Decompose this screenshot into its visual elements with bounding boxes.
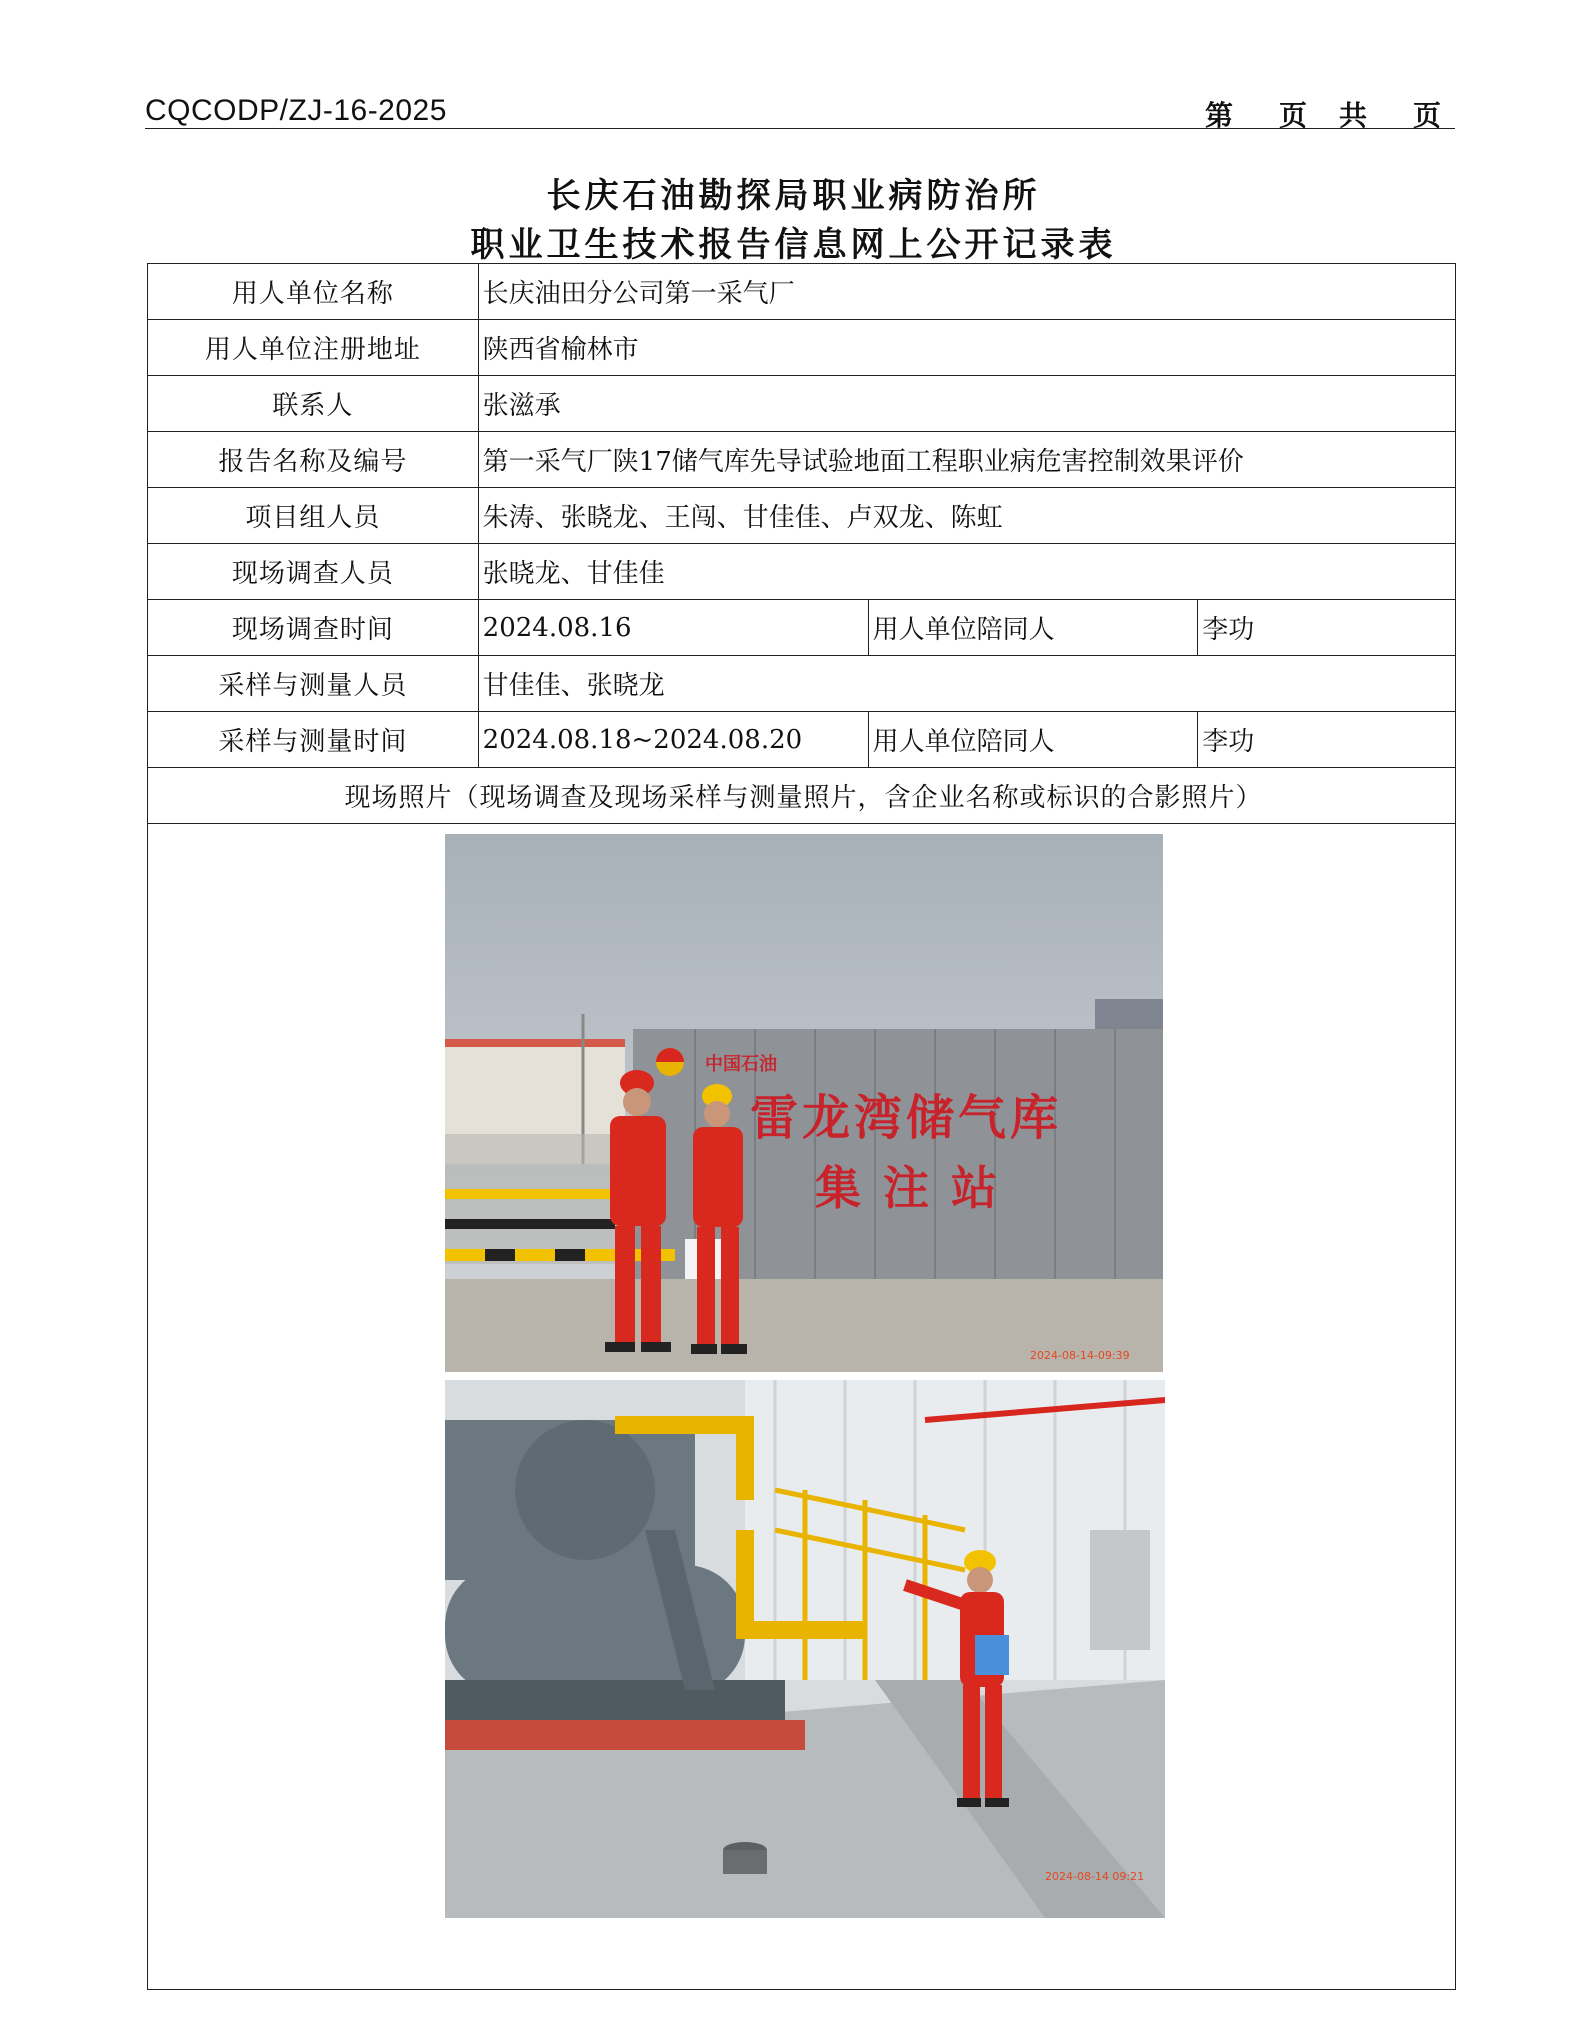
- photo-timestamp-2: 2024-08-14 09:21: [1045, 1870, 1145, 1883]
- photos-caption: 现场照片（现场调查及现场采样与测量照片，含企业名称或标识的合影照片）: [148, 768, 1456, 824]
- sampling-staff-value: 甘佳佳、张晓龙: [478, 656, 1455, 712]
- employer-name-label: 用人单位名称: [148, 264, 479, 320]
- page-header: [145, 92, 1455, 132]
- team-label: 项目组人员: [148, 488, 479, 544]
- table-row: [148, 824, 1456, 1990]
- sampling-time-value: 2024.08.18~2024.08.20: [478, 712, 868, 768]
- table-row: [148, 712, 1456, 768]
- survey-time-label: 现场调查时间: [148, 600, 479, 656]
- sampling-accompany-value: 李功: [1198, 712, 1456, 768]
- table-row: [148, 656, 1456, 712]
- page-word-4: 页: [1412, 99, 1441, 132]
- report-label: 报告名称及编号: [148, 432, 479, 488]
- site-photo-group: [445, 834, 1163, 1372]
- photo-timestamp-1: 2024-08-14-09:39: [1030, 1349, 1130, 1362]
- table-row: [148, 488, 1456, 544]
- machinery-photo-illustration: [445, 1380, 1165, 1918]
- site-photo-sampling: [445, 1380, 1165, 1918]
- table-row: [148, 264, 1456, 320]
- sign-logo-text: 中国石油: [705, 1054, 777, 1075]
- survey-time-value: 2024.08.16: [478, 600, 868, 656]
- survey-accompany-label: 用人单位陪同人: [868, 600, 1198, 656]
- survey-accompany-value: 李功: [1198, 600, 1456, 656]
- employer-address-value: 陕西省榆林市: [478, 320, 1455, 376]
- sampling-time-label: 采样与测量时间: [148, 712, 479, 768]
- survey-staff-value: 张晓龙、甘佳佳: [478, 544, 1455, 600]
- table-row: [148, 376, 1456, 432]
- record-table: [147, 263, 1456, 1990]
- employer-address-label: 用人单位注册地址: [148, 320, 479, 376]
- group-photo-illustration: [445, 834, 1163, 1372]
- employer-name-value: 长庆油田分公司第一采气厂: [478, 264, 1455, 320]
- document-title-line1: 长庆石油勘探局职业病防治所: [546, 176, 1041, 216]
- table-row: [148, 600, 1456, 656]
- page-word-1: 第: [1204, 99, 1233, 132]
- table-row: [148, 768, 1456, 824]
- sign-line-1: 雷龙湾储气库: [750, 1090, 1063, 1146]
- contact-label: 联系人: [148, 376, 479, 432]
- page-number-field: [1205, 94, 1441, 134]
- page-word-2: 页: [1278, 99, 1307, 132]
- photos-cell: [148, 824, 1456, 1990]
- report-value: 第一采气厂陕17储气库先导试验地面工程职业病危害控制效果评价: [478, 432, 1455, 488]
- table-row: [148, 544, 1456, 600]
- document-title-line2: 职业卫生技术报告信息网上公开记录表: [470, 225, 1117, 265]
- team-value: 朱涛、张晓龙、王闯、甘佳佳、卢双龙、陈虹: [478, 488, 1455, 544]
- page-word-3: 共: [1338, 99, 1367, 132]
- table-row: [148, 320, 1456, 376]
- survey-staff-label: 现场调查人员: [148, 544, 479, 600]
- sampling-staff-label: 采样与测量人员: [148, 656, 479, 712]
- sampling-accompany-label: 用人单位陪同人: [868, 712, 1198, 768]
- sign-line-2: 集注站: [815, 1161, 1019, 1215]
- document-code: CQCODP/ZJ-16-2025: [145, 94, 447, 127]
- table-row: [148, 432, 1456, 488]
- contact-value: 张滋承: [478, 376, 1455, 432]
